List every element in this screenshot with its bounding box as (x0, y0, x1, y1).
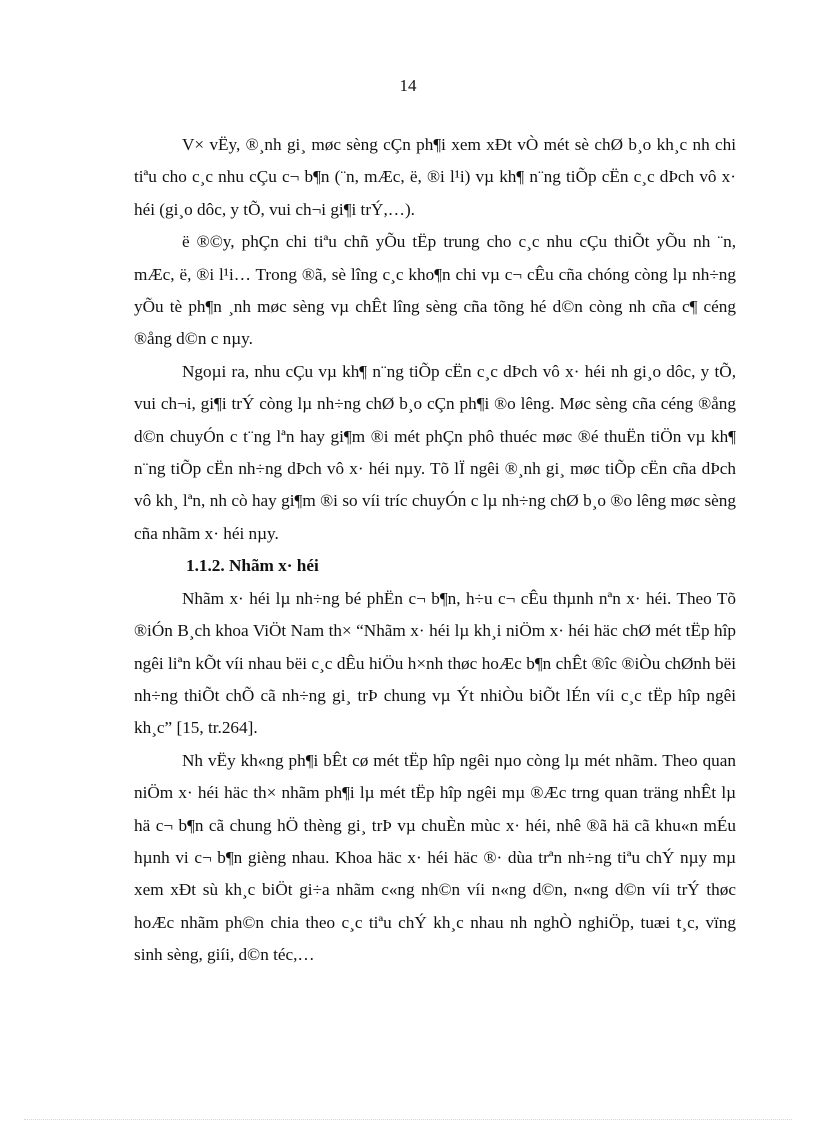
paragraph: Nhãm x· héi lµ nh÷ng bé phËn c¬ b¶n, h÷u c¬ cÊu thµnh nªn x· héi. Theo Tõ ®iÓn B¸ch khoa ViÖt Nam th× “Nhãm x· héi lµ kh¸i niÖm x· héi häc chØ mét tËp hîp ngêi liªn kÕt víi nhau bëi c¸c dÊu hiÖu h×nh thøc hoÆc b¶n chÊt ®îc ®iÒu chØnh bëi nh÷ng thiÕt chÕ cã nh÷ng gi¸ trÞ chung vµ Ýt nhiÒu biÕt lÉn víi c¸c tËp hîp ngêi kh¸c” [15, tr.264]. (134, 588, 736, 738)
page-bottom-divider (24, 1119, 792, 1120)
paragraph: ë ®©y, phÇn chi tiªu chñ yÕu tËp trung cho c¸c nhu cÇu thiÕt yÕu nh ¨n, mÆc, ë, ®i l¹i… Trong ®ã, sè lîng c¸c kho¶n chi vµ c¬ cÊu cña chóng còng lµ nh÷ng yÕu tè ph¶n ¸nh møc sèng vµ chÊt lîng sèng cña tõng hé d©n còng nh cña c¶ céng ®ång d©n c nµy. (134, 232, 736, 349)
section-heading: 1.1.2. Nhãm x· héi (186, 556, 319, 576)
paragraph: V× vËy, ®¸nh gi¸ møc sèng cÇn ph¶i xem xÐt vÒ mét sè chØ b¸o kh¸c nh chi tiªu cho c¸c nhu cÇu c¬ b¶n (¨n, mÆc, ë, ®i l¹i) vµ kh¶ n¨ng tiÕp cËn c¸c dÞch vô x· héi (gi¸o dôc, y tÕ, vui ch¬i gi¶i trÝ,…). (134, 135, 736, 219)
paragraph: Nh vËy kh«ng ph¶i bÊt cø mét tËp hîp ngêi nµo còng lµ mét nhãm. Theo quan niÖm x· héi häc th× nhãm ph¶i lµ mét tËp hîp ngêi mµ ®Æc trng quan träng nhÊt lµ hä c¬ b¶n cã chung hÖ thèng gi¸ trÞ vµ chuÈn mùc x· héi, nhê ®ã hä cã khu«n mÉu hµnh vi c¬ b¶n gièng nhau. Khoa häc x· héi häc ®· dùa trªn nh÷ng tiªu chÝ nµy mµ xem xÐt sù kh¸c biÖt gi÷a nhãm c«ng nh©n víi n«ng d©n, n«ng d©n víi trÝ thøc hoÆc nhãm ph©n chia theo c¸c tiªu chÝ kh¸c nhau nh nghÒ nghiÖp, tuæi t¸c, vïng sinh sèng, giíi, d©n téc,… (134, 750, 736, 965)
page-number: 14 (399, 76, 417, 95)
page-body (134, 129, 736, 972)
paragraph: Ngoµi ra, nhu cÇu vµ kh¶ n¨ng tiÕp cËn c¸c dÞch vô x· héi nh gi¸o dôc, y tÕ, vui ch¬i, gi¶i trÝ còng lµ nh÷ng chØ b¸o cÇn ph¶i ®o lêng. Møc sèng cña céng ®ång d©n chuyÓn c t¨ng lªn hay gi¶m ®i mét phÇn phô thuéc møc ®é thuËn tiÖn vµ kh¶ n¨ng tiÕp cËn nh÷ng dÞch vô x· héi nµy. Tõ lÏ ngêi ®¸nh gi¸ møc tiÕp cËn cña dÞch vô kh¸ lªn, nh cò hay gi¶m ®i so víi tríc chuyÓn c lµ nh÷ng chØ b¸o ®o lêng møc sèng cña nhãm x· héi nµy. (134, 361, 736, 543)
